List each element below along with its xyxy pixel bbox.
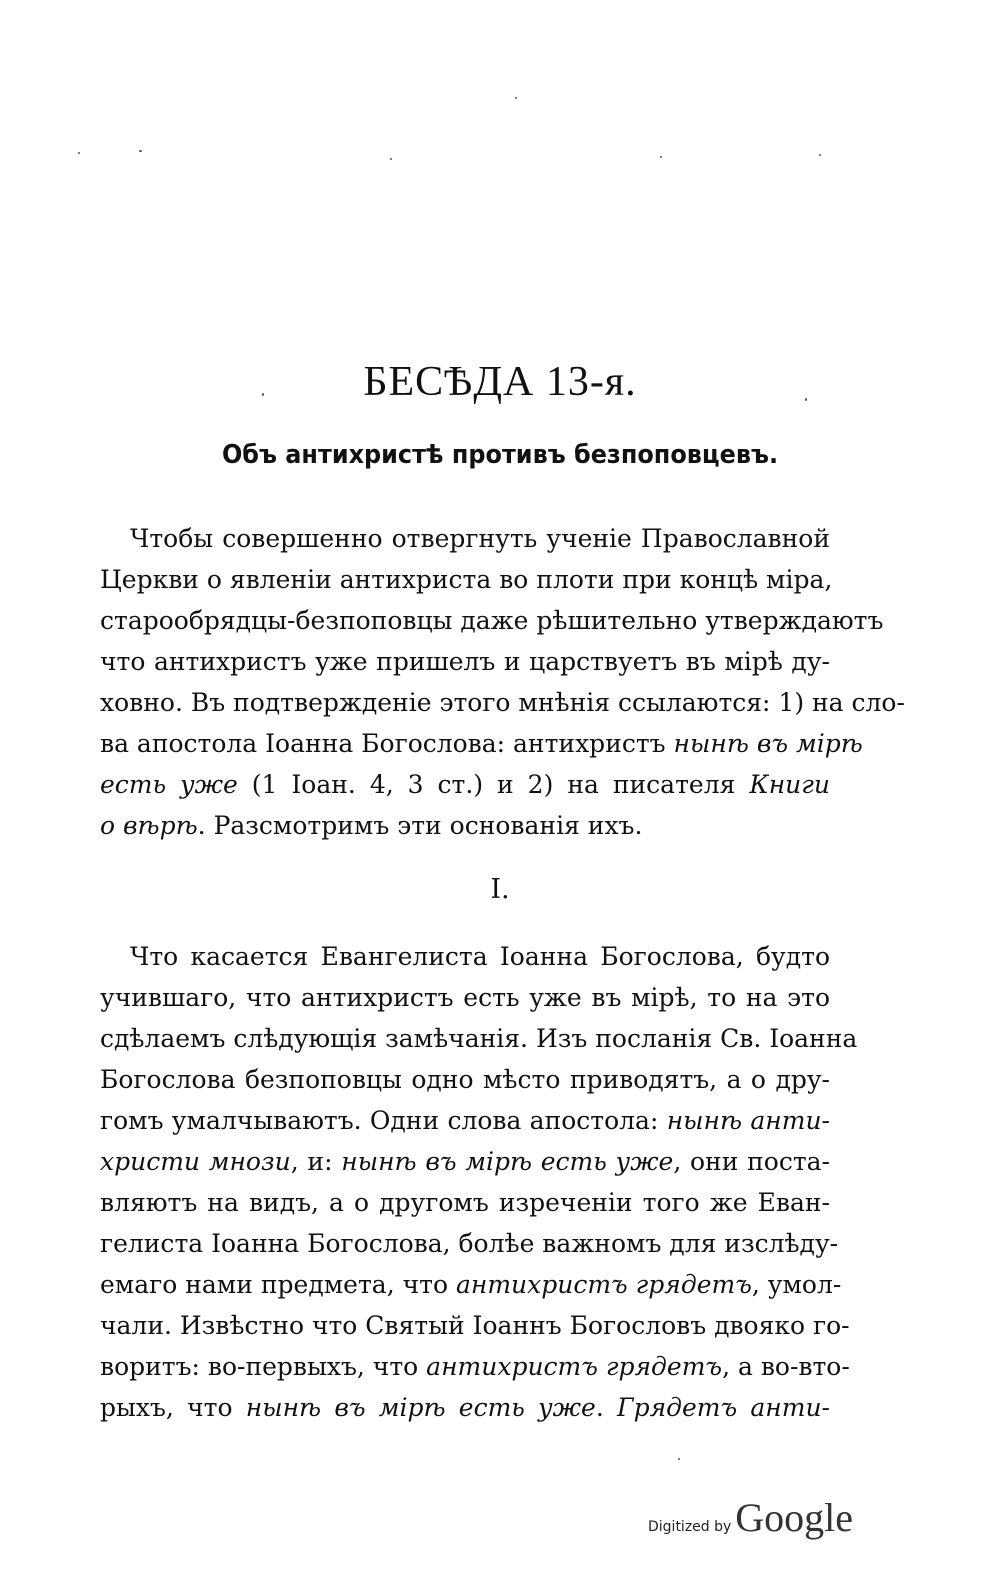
section-number: I. (490, 874, 510, 905)
text-line: гелиста Іоанна Богослова, болѣе важномъ для изслѣду- (100, 1229, 839, 1258)
text-line (100, 764, 830, 805)
text-line: Чтобы совершенно отвергнуть ученіе Православной (130, 524, 830, 553)
scan-speck (515, 97, 517, 99)
text-line (100, 1387, 830, 1428)
italic-quote: нынѣ въ мірѣ (673, 729, 863, 758)
text-line (100, 1264, 842, 1305)
italic-quote: христи мнози (100, 1147, 291, 1176)
digitized-by-label: Digitized by (648, 1519, 732, 1535)
scan-speck (678, 1458, 680, 1460)
text-line (100, 723, 863, 764)
scan-speck (819, 154, 821, 156)
text-run: , а во-вто- (722, 1352, 850, 1381)
text-line: чали. Извѣстно что Святый Іоаннъ Богословъ двояко го- (100, 1311, 850, 1340)
text-line: Богослова безпоповцы одно мѣсто приводятъ, а о дру- (100, 1065, 830, 1094)
text-run: рыхъ, что (100, 1393, 233, 1422)
scan-speck (660, 156, 662, 158)
italic-quote: есть уже (100, 770, 238, 799)
text-run: . Разсмотримъ эти основанія ихъ. (197, 811, 643, 840)
italic-quote: антихристъ грядетъ (426, 1352, 723, 1381)
scan-speck (78, 152, 80, 154)
text-line: Что касается Евангелиста Іоанна Богослова, будто (130, 942, 830, 971)
chapter-title: БЕСѢДА 13-я. (363, 359, 637, 405)
scan-speck (390, 158, 392, 160)
text-run: , умол- (751, 1270, 842, 1299)
paragraph-intro (100, 518, 905, 846)
text-run: ва апостола Іоанна Богослова: антихристъ (100, 729, 666, 758)
text-run: гомъ умалчываютъ. Одни слова апостола: (100, 1106, 659, 1135)
text-line: сдѣлаемъ слѣдующія замѣчанія. Изъ посланія Св. Іоанна (100, 1024, 858, 1053)
text-run: , они поста- (673, 1147, 831, 1176)
text-run: емаго нами предмета, что (100, 1270, 448, 1299)
text-run: . (595, 1393, 604, 1422)
italic-quote: антихристъ грядетъ (455, 1270, 752, 1299)
text-run: воритъ: во-первыхъ, что (100, 1352, 419, 1381)
paragraph-section-one (100, 936, 858, 1428)
text-line: старообрядцы-безпоповцы даже рѣшительно утверждаютъ (100, 606, 884, 635)
italic-quote: нынѣ анти- (666, 1106, 830, 1135)
text-line: вляютъ на видъ, а о другомъ изреченіи того же Еван- (100, 1188, 830, 1217)
text-line: ховно. Въ подтвержденіе этого мнѣнія ссылаются: 1) на сло- (100, 688, 905, 717)
google-logo-text: Google (735, 1495, 854, 1540)
italic-book-title: о вѣрѣ (100, 811, 198, 840)
italic-quote: нынѣ въ мірѣ есть уже (245, 1393, 596, 1422)
italic-book-title: Книги (749, 770, 831, 799)
text-line (100, 1100, 830, 1141)
text-line: что антихристъ уже пришелъ и царствуетъ въ мірѣ ду- (100, 647, 830, 676)
text-run: , и: (290, 1147, 333, 1176)
text-line: учившаго, что антихристъ есть уже въ мірѣ, то на это (100, 983, 830, 1012)
digitized-by-google-watermark (648, 1494, 853, 1541)
chapter-subtitle: Объ антихристѣ противъ безпоповцевъ. (221, 440, 779, 470)
text-line (100, 1141, 830, 1182)
italic-quote: нынѣ въ мірѣ есть уже (341, 1147, 674, 1176)
text-run: (1 Іоан. 4, 3 ст.) и 2) на писателя (251, 770, 736, 799)
text-line (100, 1346, 850, 1387)
text-line (100, 805, 830, 846)
text-line: Церкви о явленіи антихриста во плоти при концѣ міра, (100, 565, 833, 594)
scan-speck (139, 150, 142, 152)
italic-quote: Грядетъ анти- (617, 1393, 830, 1422)
